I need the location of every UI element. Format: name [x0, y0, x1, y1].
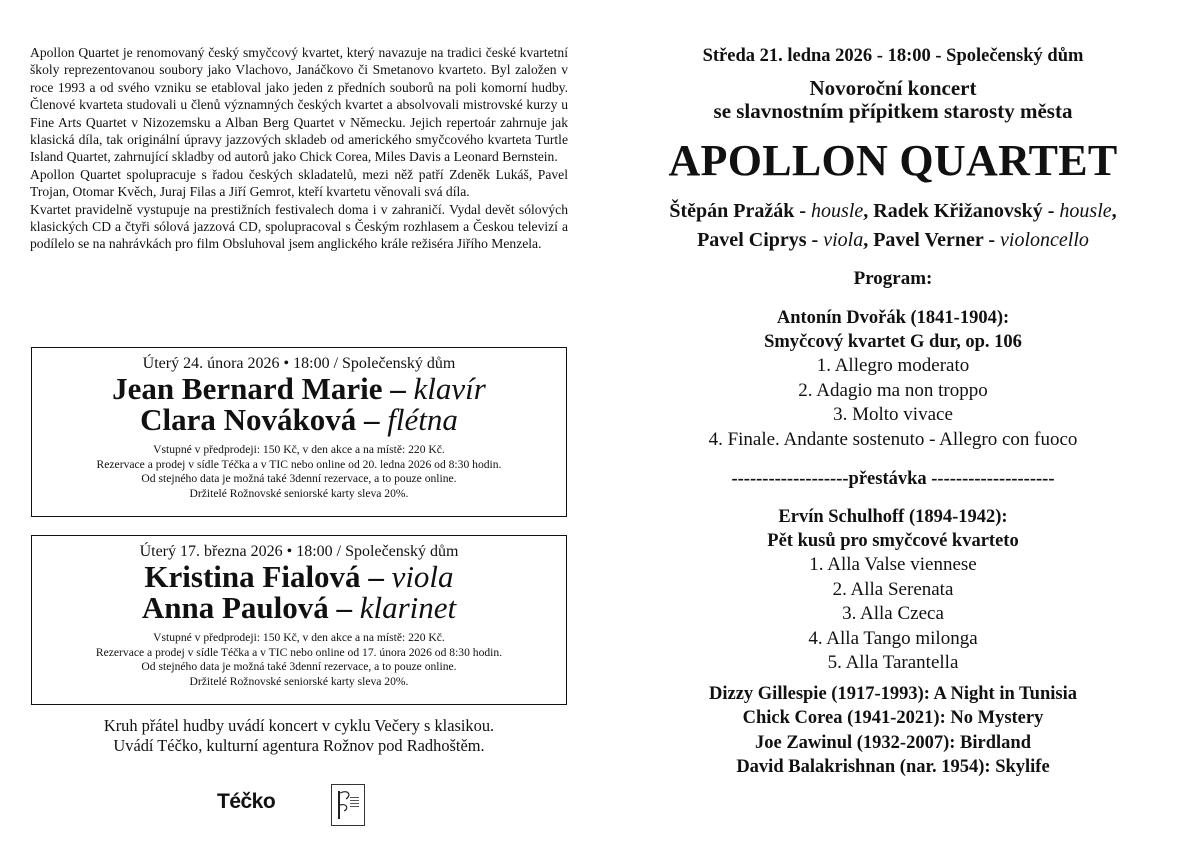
music-society-emblem-icon: [331, 784, 365, 826]
subtitle-line: se slavnostním přípitkem starosty města: [713, 99, 1073, 123]
performer-name: Clara Nováková: [140, 402, 357, 437]
concert-box-march: [31, 535, 567, 705]
performer-name: Jean Bernard Marie: [112, 371, 383, 406]
bio-paragraph: Apollon Quartet je renomovaný český smyčcový kvartet, který navazuje na tradici české kvartetní školy reprezentovanou soubory jako Vlachovo, Janáčkovo či Smetanovo kvarteto. Byl založen v roce 1993 a od svého vzniku se etabloval jako jeden z předních souborů na poli komorní hudby. Členové kvarteta studovali u členů významných českých kvartet a absolvovali mistrovské kurzy u Fine Arts Quartet v Nizozemsku a Alban Berg Quartet v Německu. Jejich repertoár zahrnuje jak klasická díla, tak originální úpravy jazzových skladeb od amerického smyčcového kvarteta Turtle Island Quartet, zahrnující skladby od autorů jako Chick Corea, Miles Davis a Leonard Bernstein.: [30, 45, 568, 165]
bio-paragraph: Kvartet pravidelně vystupuje na prestižních festivalech doma i v zahraničí. Vydal devět sólových klasických CD a čtyři sólová jazzová CD, spolupracoval s Českým rozhlasem a Českou televizí a podílelo se na nahrávkách pro film Obsluhoval jsem anglického krále režiséra Jiřího Menzela.: [30, 201, 568, 252]
ticket-info-line: Držitelé Rožnovské seniorské karty sleva 20%.: [189, 486, 409, 500]
ensemble-title: APOLLON QUARTET: [668, 136, 1118, 185]
ensemble-members: Štěpán Pražák - housle, Radek Křižanovský - housle, Pavel Ciprys - viola, Pavel Verner - violoncello: [669, 200, 1117, 251]
member-name: Radek Křižanovský: [873, 200, 1043, 222]
left-column: [30, 44, 568, 253]
jazz-piece: David Balakrishnan (nar. 1954): Skylife: [736, 757, 1050, 777]
composer-name: Ervín Schulhoff (1894-1942):: [778, 507, 1008, 527]
movement-item: 2. Adagio ma non troppo: [798, 379, 988, 401]
ticket-info: [32, 631, 566, 689]
movement-item: 4. Alla Tango milonga: [808, 627, 978, 649]
right-column: [610, 44, 1176, 780]
movement-item: 1. Allegro moderato: [816, 355, 970, 376]
movement-item: 2. Alla Serenata: [832, 578, 954, 600]
performer-instrument: viola: [391, 559, 454, 594]
movement-item: 1. Alla Valse viennese: [809, 554, 977, 575]
performer-instrument: klavír: [413, 371, 486, 406]
jazz-piece: Joe Zawinul (1932-2007): Birdland: [755, 732, 1031, 753]
jazz-piece: Chick Corea (1941-2021): No Mystery: [742, 708, 1044, 728]
composer-block: [610, 505, 1176, 553]
ticket-info-line: Vstupné v předprodeji: 150 Kč, v den akce a na místě: 220 Kč.: [153, 443, 445, 456]
performer-line: Clara Nováková – flétna: [140, 402, 458, 437]
performer-line: Anna Paulová – klarinet: [141, 590, 457, 625]
bio-paragraph: Apollon Quartet spolupracuje s řadou českých skladatelů, mezi něž patří Zdeněk Lukáš, Pavel Trojan, Otomar Kvěch, Juraj Filas a Jiří Gemrot, kteří kvartetu věnovali svá díla.: [30, 166, 568, 200]
concert-datetime: Úterý 17. března 2026 • 18:00 / Společenský dům: [139, 543, 459, 560]
member-instrument: housle: [811, 200, 864, 222]
movement-list: [610, 553, 1176, 676]
composer-name: Antonín Dvořák (1841-1904):: [776, 308, 1010, 328]
movement-item: 5. Alla Tarantella: [827, 652, 959, 673]
cycle-line: Uvádí Téčko, kulturní agentura Rožnov pod Radhoštěm.: [113, 736, 485, 755]
work-title: Pět kusů pro smyčcové kvarteto: [767, 531, 1019, 551]
cycle-note: [30, 716, 568, 756]
performer-name: Anna Paulová: [141, 590, 329, 625]
intermission-divider: -------------------přestávka --------------------: [731, 469, 1055, 489]
member-name: Pavel Verner: [873, 229, 984, 251]
movement-item: 3. Molto vivace: [833, 404, 953, 425]
tecko-logo: Téčko: [217, 790, 276, 813]
ticket-info-line: Rezervace a prodej v sídle Téčka a v TIC nebo online od 17. února 2026 od 8:30 hodin.: [95, 645, 503, 659]
subtitle-line: Novoroční koncert: [809, 76, 977, 100]
performer-name: Kristina Fialová: [144, 559, 361, 594]
concert-box-february: [31, 347, 567, 517]
ticket-info-line: Vstupné v předprodeji: 150 Kč, v den akce a na místě: 220 Kč.: [153, 631, 445, 644]
performer-line: Kristina Fialová – viola: [144, 559, 454, 594]
member-name: Štěpán Pražák: [669, 200, 795, 222]
concert-datetime: Úterý 24. února 2026 • 18:00 / Společenský dům: [142, 355, 456, 372]
quartet-biography: [30, 44, 568, 253]
ticket-info: [32, 443, 566, 501]
main-concert-datetime: Středa 21. ledna 2026 - 18:00 - Společenský dům: [702, 46, 1084, 66]
performer-line: Jean Bernard Marie – klavír: [112, 371, 486, 406]
ticket-info-line: Rezervace a prodej v sídle Téčka a v TIC nebo online od 20. ledna 2026 od 8:30 hodin.: [96, 457, 502, 471]
program-heading: Program:: [853, 268, 933, 289]
work-title: Smyčcový kvartet G dur, op. 106: [764, 332, 1022, 352]
member-instrument: violoncello: [1000, 229, 1089, 251]
movement-item: 4. Finale. Andante sostenuto - Allegro con fuoco: [708, 428, 1078, 450]
composer-block: [610, 306, 1176, 354]
member-instrument: housle: [1059, 200, 1112, 222]
concert-subtitle: [610, 77, 1176, 123]
movement-item: 3. Alla Czeca: [842, 603, 944, 624]
member-name: Pavel Ciprys: [697, 229, 807, 251]
jazz-piece: Dizzy Gillespie (1917-1993): A Night in Tunisia: [709, 683, 1077, 704]
ticket-info-line: Držitelé Rožnovské seniorské karty sleva 20%.: [189, 674, 409, 688]
movement-list: [610, 354, 1176, 452]
ticket-info-line: Od stejného data je možná také 3denní rezervace, a to pouze online.: [141, 660, 457, 674]
member-instrument: viola: [823, 229, 864, 251]
performer-instrument: flétna: [387, 402, 458, 437]
ticket-info-line: Od stejného data je možná také 3denní rezervace, a to pouze online.: [141, 472, 457, 486]
cycle-line: Kruh přátel hudby uvádí koncert v cyklu Večery s klasikou.: [103, 716, 495, 735]
performer-instrument: klarinet: [359, 590, 457, 625]
jazz-program: [610, 682, 1176, 780]
